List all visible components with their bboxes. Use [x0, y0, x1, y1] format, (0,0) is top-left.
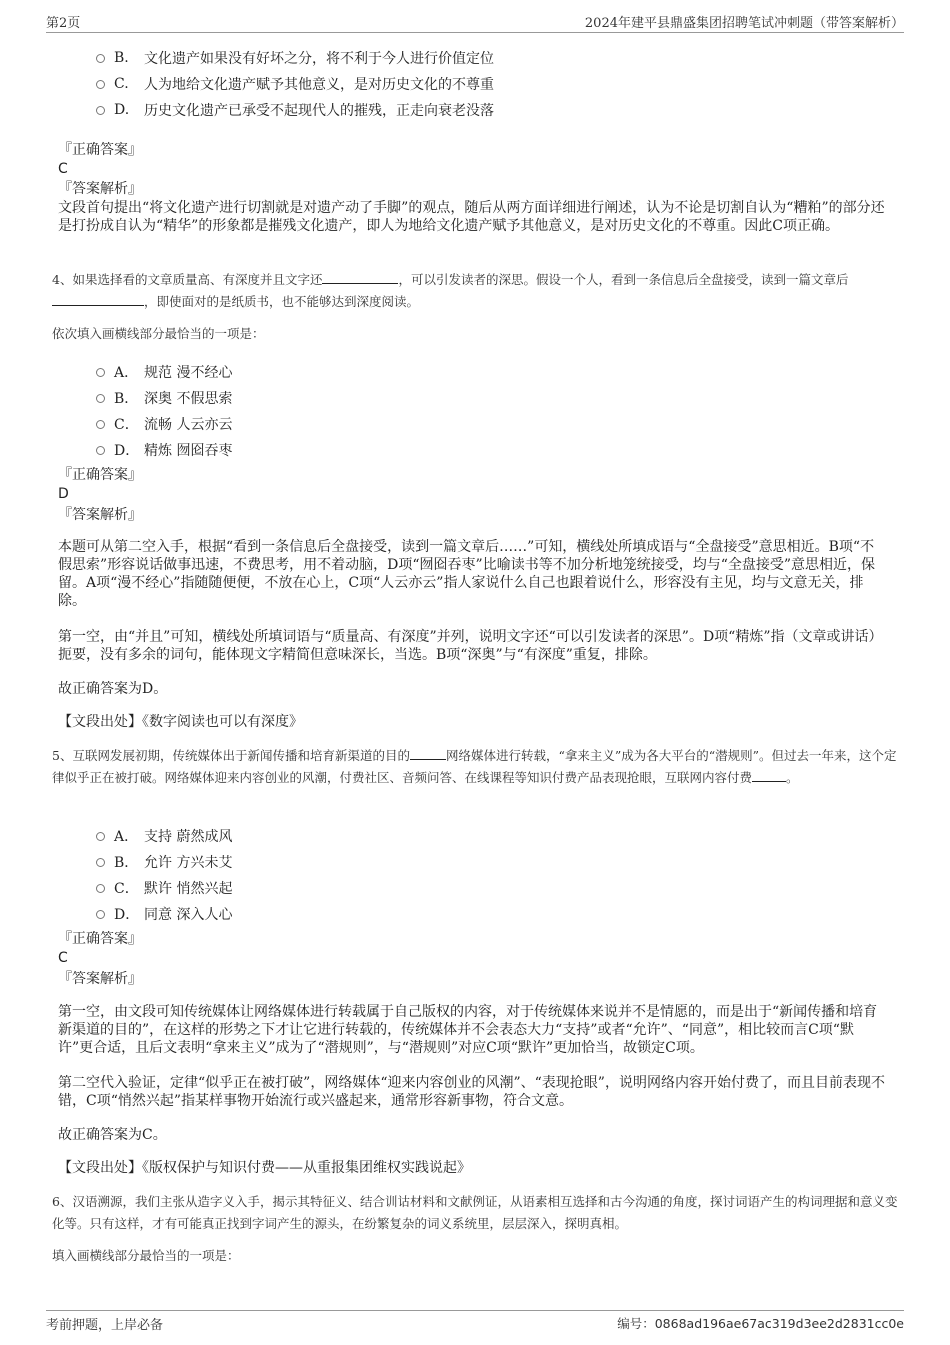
footer-slogan: 考前押题，上岸必备 [46, 1318, 164, 1333]
q4-option-b[interactable]: B． 深奥 不假思索 [96, 388, 232, 408]
q5-analysis-p2: 第二空代入验证，定律“似乎正在被打破”，网络媒体“迎来内容创业的风潮”、“表现抢眼”，说明网络内容开始付费了，而且目前表现不错，C项“悄然兴起”指某样事物开始流行或兴盛起来，通常形容新事物，符合文意。 [58, 1075, 885, 1109]
q6-prompt: 填入画横线部分最恰当的一项是： [52, 1248, 240, 1263]
q4-option-c[interactable]: C． 流畅 人云亦云 [96, 414, 232, 434]
q4-prompt: 依次填入画横线部分最恰当的一项是： [52, 326, 265, 341]
q3-answer: C [58, 161, 68, 177]
q5-option-a[interactable]: A． 支持 蔚然成风 [96, 826, 232, 846]
analysis-label: 『答案解析』 [58, 181, 142, 197]
radio-icon[interactable] [96, 394, 105, 403]
q6-stem: 6、汉语溯源，我们主张从造字义入手，揭示其特征义、结合训诂材料和文献例证，从语素相互选择和古今沟通的角度，探讨词语产生的构词理据和意义变化等。只有这样，才有可能真正找到字词产生的源头，在纷繁复杂的词义系统里，层层深入，探明真相。 [52, 1194, 898, 1231]
q4-stem: 4、如果选择看的文章质量高、有深度并且文字还 ，可以引发读者的深思。假设一个人，看到一条信息后全盘接受，读到一篇文章后 ，即使面对的是纸质书，也不能够达到深度阅读。 [52, 269, 898, 313]
q5-option-b[interactable]: B． 允许 方兴未艾 [96, 852, 232, 872]
q3-option-c[interactable]: C. 人为地给文化遗产赋予其他意义，是对历史文化的不尊重 [96, 74, 494, 94]
page-number: 第2页 [46, 16, 81, 31]
q3-option-d[interactable]: D. 历史文化遗产已承受不起现代人的摧残，正走向衰老没落 [96, 100, 494, 120]
blank [410, 745, 446, 760]
q3-option-b[interactable]: B. 文化遗产如果没有好坏之分，将不利于今人进行价值定位 [96, 48, 494, 68]
radio-icon[interactable] [96, 446, 105, 455]
radio-icon[interactable] [96, 832, 105, 841]
q5-analysis-p1: 第一空，由文段可知传统媒体让网络媒体进行转载属于自己版权的内容，对于传统媒体来说并不是情愿的，而是出于“新闻传播和培育新渠道的目的”，在这样的形势之下才让它进行转载的，传统媒体并不会表态大力“支持”或者“允许”、“同意”，相比较而言C项“默许”更合适，且后文表明“拿来主义”成为了“潜规则”，与“潜规则”对应C项“默许”更加恰当，故锁定C项。 [58, 1004, 878, 1056]
analysis-label: 『答案解析』 [58, 507, 142, 523]
q4-analysis-p1: 本题可从第二空入手，根据“看到一条信息后全盘接受，读到一篇文章后……”可知，横线处所填成语与“全盘接受”意思相近。B项“不假思索”形容说话做事迅速，不费思考，用不着动脑，D项“囫囵吞枣”比喻读书等不加分析地笼统接受，均与“全盘接受”意思相近，保留。A项“漫不经心”指随随便便，不放在心上，C项“人云亦云”指人家说什么自己也跟着说什么，形容没有主见，均与文意无关，排除。 [58, 539, 876, 609]
answer-label: 『正确答案』 [58, 467, 142, 483]
answer-label: 『正确答案』 [58, 931, 142, 947]
q4-option-a[interactable]: A． 规范 漫不经心 [96, 362, 232, 382]
blank [752, 767, 786, 782]
q4-source: 【文段出处】《数字阅读也可以有深度》 [58, 714, 303, 730]
radio-icon[interactable] [96, 368, 105, 377]
answer-label: 『正确答案』 [58, 142, 142, 158]
q5-source: 【文段出处】《版权保护与知识付费——从重报集团维权实践说起》 [58, 1160, 471, 1176]
q5-option-d[interactable]: D． 同意 深入人心 [96, 904, 232, 924]
q5-answer: C [58, 950, 68, 966]
radio-icon[interactable] [96, 420, 105, 429]
radio-icon[interactable] [96, 884, 105, 893]
radio-icon[interactable] [96, 106, 105, 115]
document-id: 编号：0868ad196ae67ac319d3ee2d2831cc0e [617, 1316, 904, 1331]
radio-icon[interactable] [96, 54, 105, 63]
blank [52, 291, 144, 306]
q5-option-c[interactable]: C． 默许 悄然兴起 [96, 878, 232, 898]
radio-icon[interactable] [96, 80, 105, 89]
q4-option-d[interactable]: D． 精炼 囫囵吞枣 [96, 440, 232, 460]
q5-stem: 5、互联网发展初期，传统媒体出于新闻传播和培育新渠道的目的 网络媒体进行转载，“拿来主义”成为各大平台的“潜规则”。但过去一年来，这个定律似乎正在被打破。网络媒体迎来内容创业的风潮，付费社区、音频问答、在线课程等知识付费产品表现抢眼，互联网内容付费 。 [52, 745, 898, 789]
q4-analysis-p2: 第一空，由“并且”可知，横线处所填词语与“质量高、有深度”并列，说明文字还“可以引发读者的深思”。D项“精炼”指（文章或讲话）扼要，没有多余的词句，能体现文字精简但意味深长，当选。B项“深奥”与“有深度”重复，排除。 [58, 629, 883, 663]
page-footer [46, 1310, 904, 1336]
q5-analysis-p3: 故正确答案为C。 [58, 1127, 167, 1143]
document-title: 2024年建平县鼎盛集团招聘笔试冲刺题（带答案解析） [584, 16, 904, 31]
q3-analysis: 文段首句提出“将文化遗产进行切割就是对遗产动了手脚”的观点，随后从两方面详细进行阐述，认为不论是切割自认为“糟粕”的部分还是打扮成自认为“精华”的形象都是摧残文化遗产，即人为地给文化遗产赋予其他意义，是对历史文化的不尊重。因此C项正确。 [58, 200, 885, 234]
page-header [46, 12, 904, 33]
q4-analysis-p3: 故正确答案为D。 [58, 681, 168, 697]
q4-answer: D [58, 486, 69, 502]
blank [322, 269, 398, 284]
radio-icon[interactable] [96, 910, 105, 919]
analysis-label: 『答案解析』 [58, 971, 142, 987]
radio-icon[interactable] [96, 858, 105, 867]
